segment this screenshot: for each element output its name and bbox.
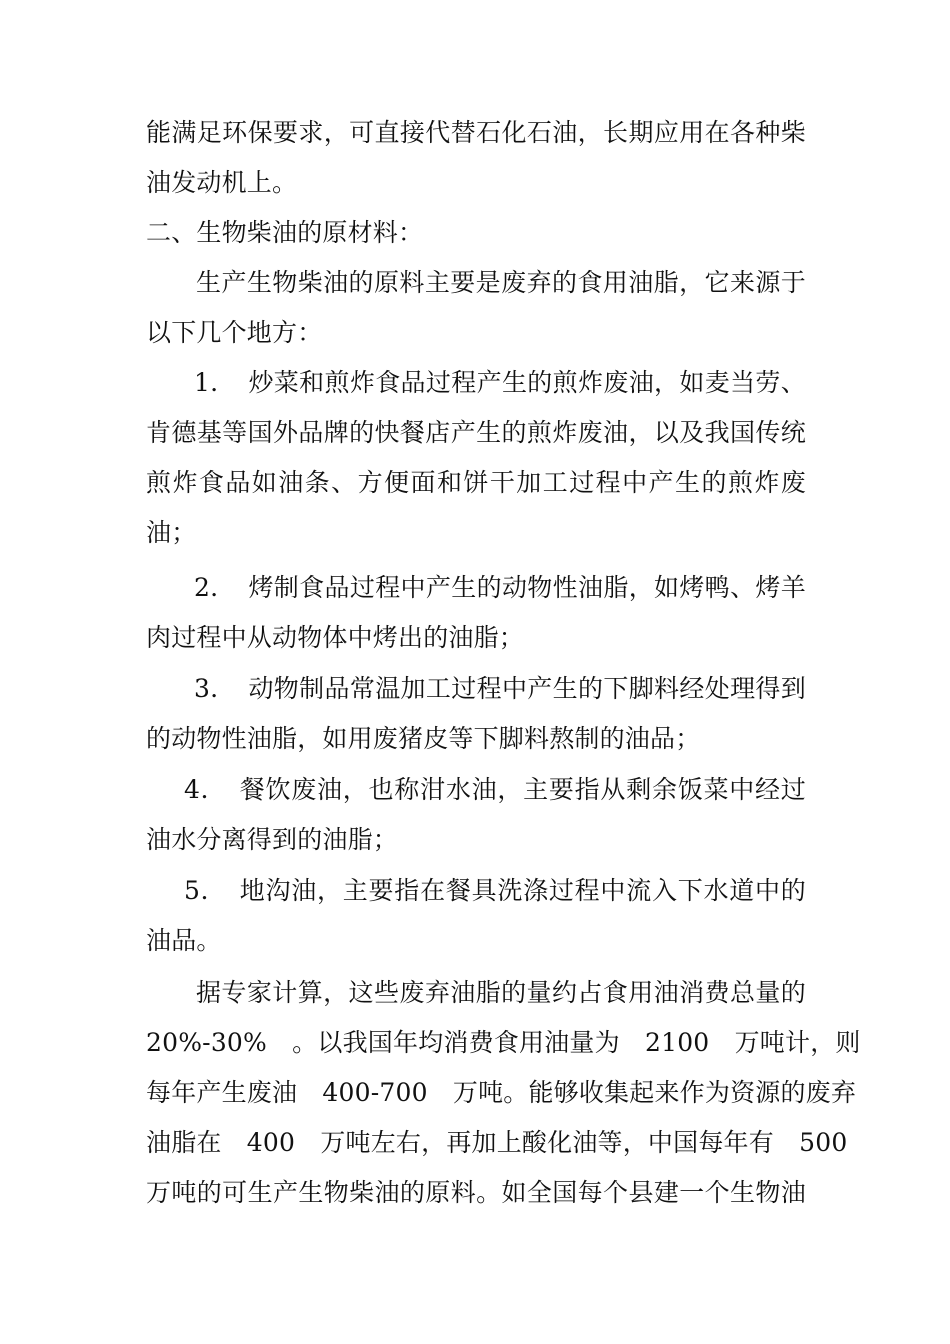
list-item-1-line-2: 肯德基等国外品牌的快餐店产生的煎炸废油，以及我国传统	[146, 418, 806, 447]
text-line-1: 能满足环保要求，可直接代替石化石油，长期应用在各种柴	[146, 118, 806, 147]
list-item-5-line-2: 油品。	[146, 926, 222, 955]
list-item-2-line-2: 肉过程中从动物体中烤出的油脂；	[146, 623, 525, 652]
list-item-3-line-2: 的动物性油脂，如用废猪皮等下脚料熬制的油品；	[146, 724, 701, 753]
text-line-2: 油发动机上。	[146, 168, 298, 197]
list-item-1-line-3: 煎炸食品如油条、方便面和饼干加工过程中产生的煎炸废	[146, 468, 806, 497]
list-item-1-line-4: 油；	[146, 518, 197, 547]
list-item-2-line-1: 2． 烤制食品过程中产生的动物性油脂，如烤鸭、烤羊	[194, 573, 806, 602]
text-line-5: 以下几个地方：	[146, 318, 323, 347]
list-item-4-line-2: 油水分离得到的油脂；	[146, 825, 399, 854]
text-line-20: 每年产生废油 400-700 万吨。能够收集起来作为资源的废弃	[146, 1078, 857, 1107]
list-item-5-line-1: 5． 地沟油，主要指在餐具洗涤过程中流入下水道中的	[184, 876, 806, 905]
text-line-22: 万吨的可生产生物柴油的原料。如全国每个县建一个生物油	[146, 1178, 806, 1207]
text-line-4: 生产生物柴油的原料主要是废弃的食用油脂，它来源于	[196, 268, 806, 297]
list-item-1-line-1: 1． 炒菜和煎炸食品过程产生的煎炸废油，如麦当劳、	[194, 368, 806, 397]
section-heading: 二、生物柴油的原材料：	[146, 218, 424, 247]
text-line-19: 20%-30% 。以我国年均消费食用油量为 2100 万吨计，则	[146, 1028, 861, 1057]
text-line-18: 据专家计算，这些废弃油脂的量约占食用油消费总量的	[196, 978, 806, 1007]
list-item-4-line-1: 4． 餐饮废油，也称泔水油，主要指从剩余饭菜中经过	[184, 775, 806, 804]
text-line-21: 油脂在 400 万吨左右，再加上酸化油等，中国每年有 500	[146, 1128, 848, 1157]
list-item-3-line-1: 3． 动物制品常温加工过程中产生的下脚料经处理得到	[194, 674, 806, 703]
